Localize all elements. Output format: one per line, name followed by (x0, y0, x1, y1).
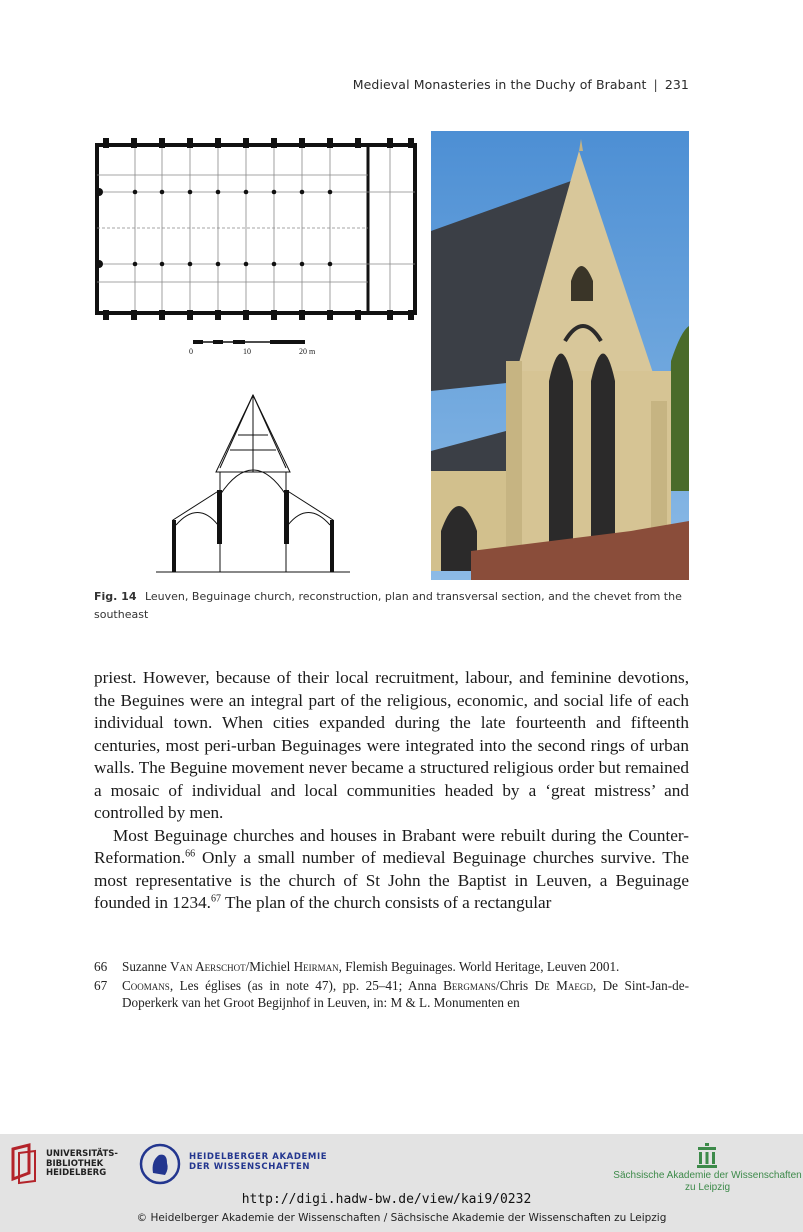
saxon-academy-name[interactable] (610, 1170, 803, 1194)
footnote-number: 67 (94, 978, 108, 993)
saxon-line-2: zu Leipzig (684, 1182, 731, 1193)
ub-heidelberg-name[interactable] (46, 1150, 118, 1179)
saxon-line-1: Sächsische Akademie der Wissenschaften (613, 1170, 802, 1181)
footnote-67 (94, 977, 689, 1011)
footnotes (94, 958, 689, 1013)
figure-caption-text: Leuven, Beguinage church, reconstruction, plan and transversal section, and the chevet from the southeast (94, 590, 682, 621)
fn67-part3: , De Sint-Jan-de-Doperkerk van het Groot Begijnhof in Leuven, in: M & L. Monumenten en (122, 978, 689, 1010)
copyright-notice: © Heidelberger Akademie der Wissenschaften / Sächsische Akademie der Wissenschaften zu Leipzig (136, 1212, 667, 1224)
figure-caption (94, 588, 690, 624)
footnote-ref-67[interactable]: 67 (210, 893, 221, 905)
running-head (353, 77, 689, 92)
ub-line-3: HEIDELBERG (46, 1168, 107, 1178)
fn67-part2: /Chris (495, 978, 535, 993)
footnote-ref-66[interactable]: 66 (185, 848, 196, 860)
floor-plan-drawing (90, 130, 420, 360)
hadw-name[interactable] (189, 1152, 327, 1172)
footnote-text (122, 977, 689, 1011)
ub-line-2: BIBLIOTHEK (46, 1158, 104, 1169)
fn66-author1-first: Suzanne (122, 959, 170, 974)
scale-label-0: 0 (189, 347, 193, 356)
page-number: 231 (664, 77, 689, 92)
scale-label-10: 10 (243, 347, 251, 356)
footnote-number: 66 (94, 959, 108, 974)
chevet-photo-svg (431, 131, 689, 580)
hadw-line-2: DER WISSENSCHAFTEN (189, 1162, 311, 1172)
footnote-text (122, 958, 689, 975)
running-head-title: Medieval Monasteries in the Duchy of Brabant (352, 77, 647, 92)
paragraph-2-part-a: Most Beguinage churches and houses in Brabant were rebuilt during the Counter-Reformation. (94, 825, 689, 867)
ub-heidelberg-logo-icon[interactable] (9, 1143, 39, 1185)
paragraph-2 (94, 825, 689, 915)
fn67-author0-last: Coomans (122, 978, 170, 993)
floor-plan-svg (90, 130, 420, 360)
saxon-academy-emblem-icon[interactable] (696, 1143, 718, 1169)
permalink-url[interactable]: http://digi.hadw-bw.de/view/kai9/0232 (241, 1192, 532, 1207)
scale-label-20m: 20 m (299, 347, 316, 356)
section-svg (148, 390, 358, 580)
fn66-sep: /Michiel (245, 959, 294, 974)
fn67-part1: , Les églises (as in note 47), pp. 25–41; Anna (169, 978, 444, 993)
fn67-author1-last: Bergmans (443, 978, 496, 993)
chevet-photo (431, 131, 689, 580)
fn66-author2-last: Heirman (293, 959, 339, 974)
paragraph-2-part-c: The plan of the church consists of a rectangular (220, 893, 552, 912)
fn66-author1-last: Van Aerschot (169, 959, 246, 974)
transversal-section-drawing (148, 390, 358, 580)
ub-line-1: UNIVERSITÄTS- (46, 1149, 118, 1159)
body-text (94, 667, 689, 915)
fn66-rest: , Flemish Beguinages. World Heritage, Leuven 2001. (338, 959, 620, 974)
hadw-line-1: HEIDELBERGER AKADEMIE (189, 1152, 328, 1162)
paragraph-1: priest. However, because of their local recruitment, labour, and feminine devotions, the Beguines were an integral part of the religious, economic, and social life of each individual town. When cities expanded during the late fourteenth and fifteenth centuries, most peri-urban Beguinages were integrated into the second rings of urban walls. The Beguine movement never became a structured religious order but remained a mosaic of individual and local communities headed by a ‘great mistress’ and controlled by men. (94, 668, 689, 822)
footnote-66 (94, 958, 689, 975)
fn67-author2-last: De Maegd (534, 978, 593, 993)
hadw-emblem-icon[interactable] (139, 1143, 181, 1185)
paragraph-2-part-b: Only a small number of medieval Beguinage churches survive. The most representative is the church of St John the Baptist in Leuven, a Beguinage founded in 1234. (94, 848, 689, 912)
running-head-separator: | (653, 77, 658, 92)
figure-label: Fig. 14 (94, 590, 137, 603)
